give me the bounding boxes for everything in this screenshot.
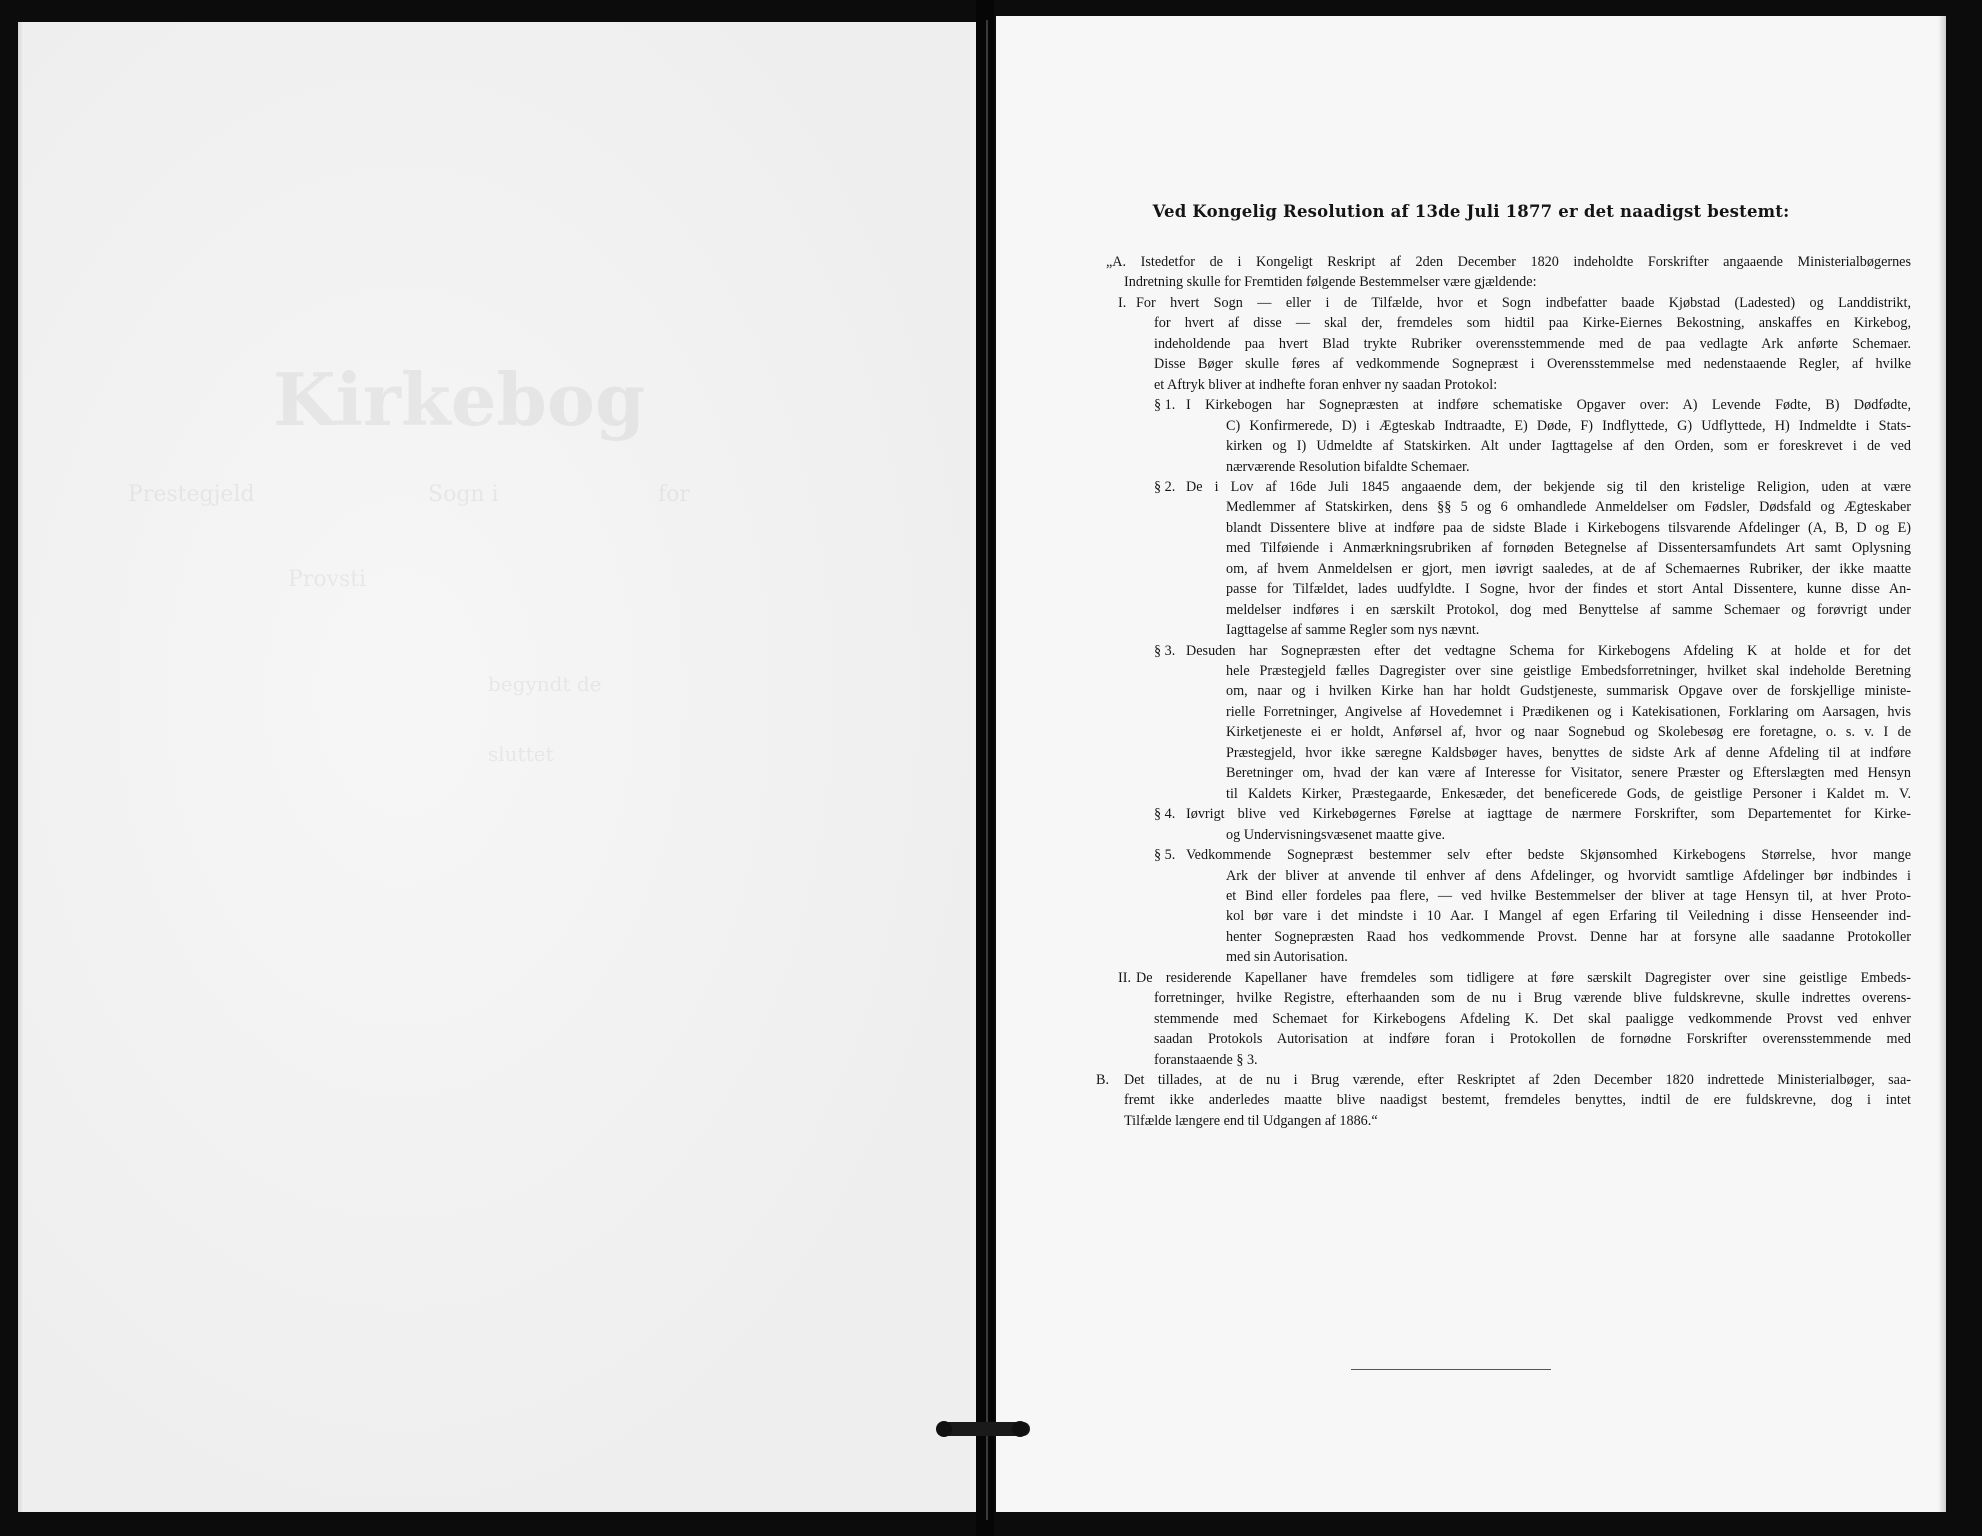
text-line: De residerende Kapellaner have fremdeles som tidligere at føre særskilt Dagregister over sine geistlige Embeds- <box>1136 969 1911 986</box>
text-line: indeholdende paa hvert Blad trykte Rubriker overensstemmende med de paa vedlagte Ark anførte Schemaer. <box>1154 335 1911 352</box>
paragraph-marker: § 5. <box>1154 847 1176 864</box>
bleed-through-text: for <box>658 482 690 507</box>
text-line: Indretning skulle for Fremtiden følgende Bestemmelser være gjældende: <box>1124 274 1537 291</box>
text-line: Iøvrigt blive ved Kirkebøgernes Førelse at iagttage de nærmere Forskrifter, som Departementet for Kirke- <box>1186 806 1911 823</box>
bleed-through-text: Provsti <box>288 567 367 592</box>
left-page <box>18 22 976 1512</box>
paragraph-marker: I. <box>1118 294 1127 311</box>
text-line: blandt Dissentere blive at indføre paa de sidste Blade i Kirkebogens tilsvarende Afdelinger (A, B, D og E) <box>1226 519 1911 536</box>
paragraph-marker: II. <box>1118 969 1131 986</box>
left-page-edge <box>18 22 24 1512</box>
text-line: Iagttagelse af samme Regler som nys nævnt. <box>1226 622 1480 639</box>
text-line: henter Sognepræsten Raad hos vedkommende Provst. Denne har at forsyne alle saadanne Protokoller <box>1226 928 1911 945</box>
text-line: Beretninger om, hvad der kan være af Interesse for Visitator, senere Præster og Efterslægten med Hensyn <box>1226 765 1911 782</box>
text-line: fremt ikke anderledes maatte blive naadigst bestemt, fremdeles benyttes, indtil de ere fuldskrevne, dog i intet <box>1124 1092 1911 1109</box>
text-line: Kirketjeneste ei er holdt, Anførsel af, hvor og naar Sognebud og Skolebesøg ere foretagne, o. s. v. I de <box>1226 724 1911 741</box>
text-line: Vedkommende Sognepræst bestemmer selv efter bedste Skjønsomhed Kirkebogens Størrelse, hvor mange <box>1186 847 1911 864</box>
paragraph-marker: § 1. <box>1154 397 1176 414</box>
text-line: Disse Bøger skulle føres af vedkommende Sognepræst i Overensstemmelse med nedenstaaende Regler, af hvilke <box>1154 356 1911 373</box>
text-line: nærværende Resolution bifaldte Schemaer. <box>1226 458 1470 475</box>
text-line: om, af hvem Anmeldelsen er gjort, men iøvrigt saaledes, at de af Schemaernes Rubriker, der ikke maatte <box>1226 560 1911 577</box>
text-line: forretninger, hvilke Registre, efterhaanden som de nu i Brug værende blive fuldskrevne, skulle indrettes overens- <box>1154 990 1911 1007</box>
bleed-through-text: begyndt de <box>488 672 602 696</box>
text-line: et Bind eller fordeles paa flere, — ved hvilke Bestemmelser der bliver at tage Hensyn til, at hver Proto- <box>1226 887 1911 904</box>
bleed-through-text: Sogn i <box>428 482 499 507</box>
text-line: foranstaaende § 3. <box>1154 1051 1258 1068</box>
binding-knot <box>1012 1421 1028 1437</box>
text-line: et Aftryk bliver at indhefte foran enhver ny saadan Protokol: <box>1154 376 1498 393</box>
text-line: passe for Tilfældet, lades uudfyldte. I Sogne, hvor der findes et stort Antal Dissentere, kunne disse An- <box>1226 581 1911 598</box>
paragraph-marker: § 2. <box>1154 478 1176 495</box>
text-line: saadan Protokols Autorisation at indføre foran i Protokollen de fornødne Forskrifter overensstemmende med <box>1154 1031 1911 1048</box>
right-page <box>996 16 1946 1512</box>
text-line: med Tilføiende i Anmærkningsrubriken af fornøden Betegnelse af Dissentersamfundets Art samt Oplysning <box>1226 540 1911 557</box>
closing-rule <box>1351 1369 1551 1370</box>
text-line: I Kirkebogen har Sognepræsten at indføre schematiske Opgaver over: A) Levende Fødte, B) Dødfødte, <box>1186 397 1911 414</box>
text-line: Ark der bliver at anvende til enhver af dens Afdelinger, og hvorvidt samtlige Afdelinger bør indbindes i <box>1226 867 1911 884</box>
text-line: De i Lov af 16de Juli 1845 angaaende dem, der bekjende sig til den kristelige Religion, uden at være <box>1186 478 1911 495</box>
text-line: Medlemmer af Statskirken, dens §§ 5 og 6 omhandlede Anmeldelser om Fødsler, Dødsfald og Ægteskaber <box>1226 499 1911 516</box>
text-line: med sin Autorisation. <box>1226 949 1348 966</box>
text-line: „A. Istedetfor de i Kongeligt Reskript af 2den December 1820 indeholdte Forskrifter angaaende Ministerialbøgernes <box>1106 254 1911 270</box>
text-line: om, naar og i hvilken Kirke han har holdt Gudstjeneste, summarisk Opgave over de forskjellige ministe- <box>1226 683 1911 700</box>
text-line: Præstegjeld, hvor ikke særegne Kaldsbøger haves, benyttes de sidste Ark af denne Afdeling til at indføre <box>1226 744 1911 761</box>
text-line: rielle Forretninger, Angivelse af Hovedemnet i Prædikenen og i Katekisationen, Forklaring om Aarsagen, hvis <box>1226 703 1911 720</box>
text-line: for hvert af disse — skal der, fremdeles som hidtil paa Kirke-Eiernes Bekostning, anskaffes en Kirkebog, <box>1154 315 1911 332</box>
bleed-through-title: Kirkebog <box>273 357 646 442</box>
text-line: Det tillades, at de nu i Brug værende, efter Reskriptet af 2den December 1820 indrettede Ministerialbøger, saa- <box>1124 1072 1911 1088</box>
text-line: og Undervisningsvæsenet maatte give. <box>1226 826 1446 843</box>
spine-gutter-line <box>986 20 988 1520</box>
text-line: Desuden har Sognepræsten efter det vedtagne Schema for Kirkebogens Afdeling K at holde et for det <box>1186 642 1911 659</box>
text-line: kirken og I) Udmeldte af Statskirken. Alt under Iagttagelse af den Orden, som er foreskrevet i de ved <box>1226 438 1911 455</box>
binding-knot <box>936 1421 952 1437</box>
text-line: Tilfælde længere end til Udgangen af 1886.“ <box>1124 1112 1378 1129</box>
text-line: stemmende med Schemaet for Kirkebogens Afdeling K. Det skal paaligge vedkommende Provst ved enhver <box>1154 1010 1911 1027</box>
text-line: hele Præstegjeld fælles Dagregister over sine geistlige Embedsforretninger, hvilket skal indeholde Beretning <box>1226 663 1911 679</box>
text-line: kol bør vare i det mindste i 10 Aar. I Mangel af egen Erfaring til Veiledning i disse Henseender ind- <box>1226 908 1911 925</box>
text-line: For hvert Sogn — eller i de Tilfælde, hvor et Sogn indbefatter baade Kjøbstad (Ladested) og Landdistrikt, <box>1136 294 1911 311</box>
bleed-through-text: Prestegjeld <box>128 482 255 507</box>
paragraph-marker: § 4. <box>1154 806 1176 823</box>
paragraph-marker: § 3. <box>1154 642 1176 659</box>
bleed-through-text: sluttet <box>488 742 554 766</box>
text-line: til Kaldets Kirker, Præstegaarde, Enkesæder, det beneficerede Gods, de geistlige Personer i Kaldet m. V. <box>1226 785 1911 802</box>
text-line: C) Konfirmerede, D) i Ægteskab Indtraadte, E) Døde, F) Indflyttede, G) Udflyttede, H) Indmeldte i Stats- <box>1226 417 1911 434</box>
page-heading: Ved Kongelig Resolution af 13de Juli 1877 er det naadigst bestemt: <box>1152 202 1790 221</box>
right-page-edge <box>1938 16 1946 1512</box>
paragraph-marker: B. <box>1096 1072 1110 1088</box>
text-line: meldelser indføres i en særskilt Protokol, dog med Benyttelse af samme Schemaer og forøvrigt under <box>1226 601 1911 618</box>
book-spine <box>976 0 994 1536</box>
